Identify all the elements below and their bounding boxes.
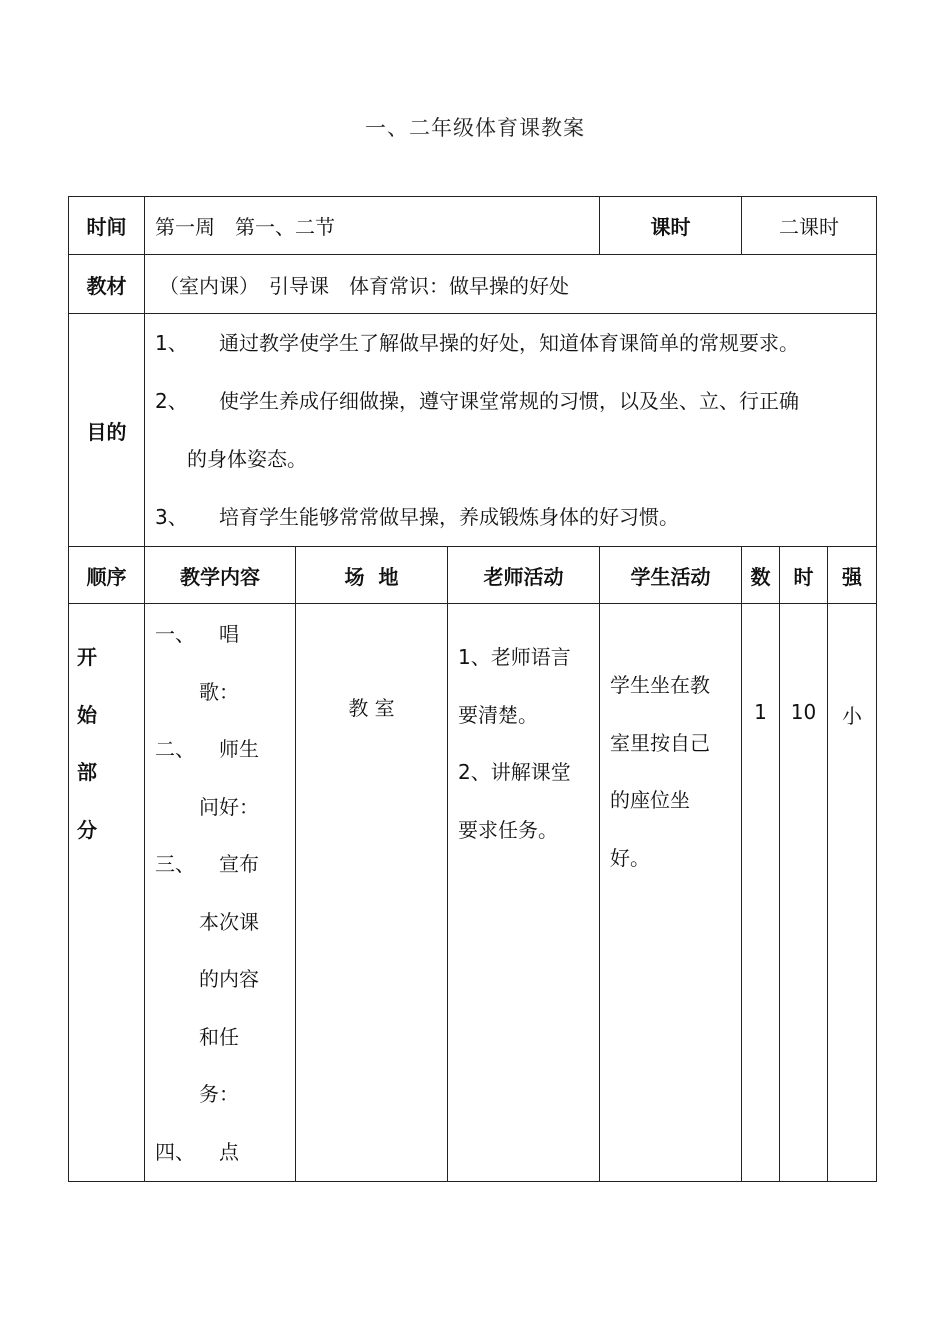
header-venue: 场 地 [296, 547, 448, 604]
goal-number: 2、 [155, 389, 188, 413]
header-time: 时 [780, 547, 828, 604]
count-value: 1 [742, 604, 780, 1182]
period-value: 二课时 [742, 197, 877, 255]
header-intensity: 强 [828, 547, 877, 604]
time-value-cell: 10 [780, 604, 828, 1182]
content-line [155, 1124, 295, 1182]
goal-row [69, 314, 877, 547]
period-label: 课时 [600, 197, 742, 255]
goal-number: 1、 [155, 331, 188, 355]
content-number: 一、 [155, 622, 195, 646]
material-label: 教材 [69, 255, 145, 314]
order-char: 分 [77, 817, 97, 842]
content-line [155, 836, 295, 894]
teacher-line: 1、老师语言 [458, 645, 571, 669]
lesson-plan-table [68, 196, 877, 1182]
student-activity [600, 604, 742, 1182]
content-text: 师生 [219, 737, 259, 761]
header-count: 数 [742, 547, 780, 604]
goal-text: 培育学生能够常常做早操，养成锻炼身体的好习惯。 [219, 505, 679, 529]
column-header-row [69, 547, 877, 604]
content-line: 歌： [199, 679, 239, 704]
content-number: 二、 [155, 737, 195, 761]
order-char: 部 [77, 760, 97, 784]
content-line: 问好： [199, 794, 259, 819]
teacher-line: 2、讲解课堂 [458, 760, 571, 784]
student-line: 室里按自己 [610, 730, 711, 755]
goal-item [155, 488, 876, 546]
content-line: 务： [199, 1082, 239, 1106]
section-order [69, 604, 145, 1182]
order-char: 始 [77, 702, 97, 727]
material-row [69, 255, 877, 314]
content-line: 的内容 [199, 967, 259, 991]
page-title: 一、二年级体育课教案 [365, 116, 585, 140]
intensity-value: 小 [828, 604, 877, 1182]
venue-value: 教 室 [296, 604, 448, 1182]
header-student: 学生活动 [600, 547, 742, 604]
goal-text: 使学生养成仔细做操，遵守课堂常规的习惯，以及坐、立、行正确 [219, 389, 799, 413]
material-value: （室内课） 引导课 体育常识：做早操的好处 [145, 255, 877, 314]
header-order: 顺序 [69, 547, 145, 604]
teacher-line: 要求任务。 [458, 817, 558, 842]
time-label: 时间 [69, 197, 145, 255]
content-line [155, 721, 295, 779]
content-text: 点 [219, 1139, 239, 1164]
goal-list [145, 314, 877, 547]
goal-item [155, 314, 876, 372]
content-text: 宣布 [219, 852, 259, 876]
goal-text-continued: 的身体姿态。 [187, 447, 307, 471]
goal-number: 3、 [155, 505, 188, 529]
content-text: 唱 [219, 622, 239, 646]
goal-item [155, 372, 876, 430]
section-row [69, 604, 877, 1182]
student-line: 学生坐在教 [610, 673, 711, 697]
teacher-line: 要清楚。 [458, 702, 538, 727]
content-line: 和任 [199, 1024, 239, 1049]
header-teacher: 老师活动 [448, 547, 600, 604]
order-char: 开 [77, 645, 97, 669]
content-line [155, 606, 295, 664]
goal-text: 通过教学使学生了解做早操的好处，知道体育课简单的常规要求。 [219, 331, 799, 355]
header-content: 教学内容 [145, 547, 296, 604]
goal-label: 目的 [69, 314, 145, 547]
content-number: 四、 [155, 1139, 195, 1164]
time-value: 第一周 第一、二节 [145, 197, 600, 255]
teaching-content [145, 604, 296, 1182]
student-line: 好。 [610, 845, 651, 870]
content-number: 三、 [155, 852, 195, 876]
content-line: 本次课 [199, 909, 259, 934]
teacher-activity [448, 604, 600, 1182]
student-line: 的座位坐 [610, 788, 691, 812]
time-row [69, 197, 877, 255]
